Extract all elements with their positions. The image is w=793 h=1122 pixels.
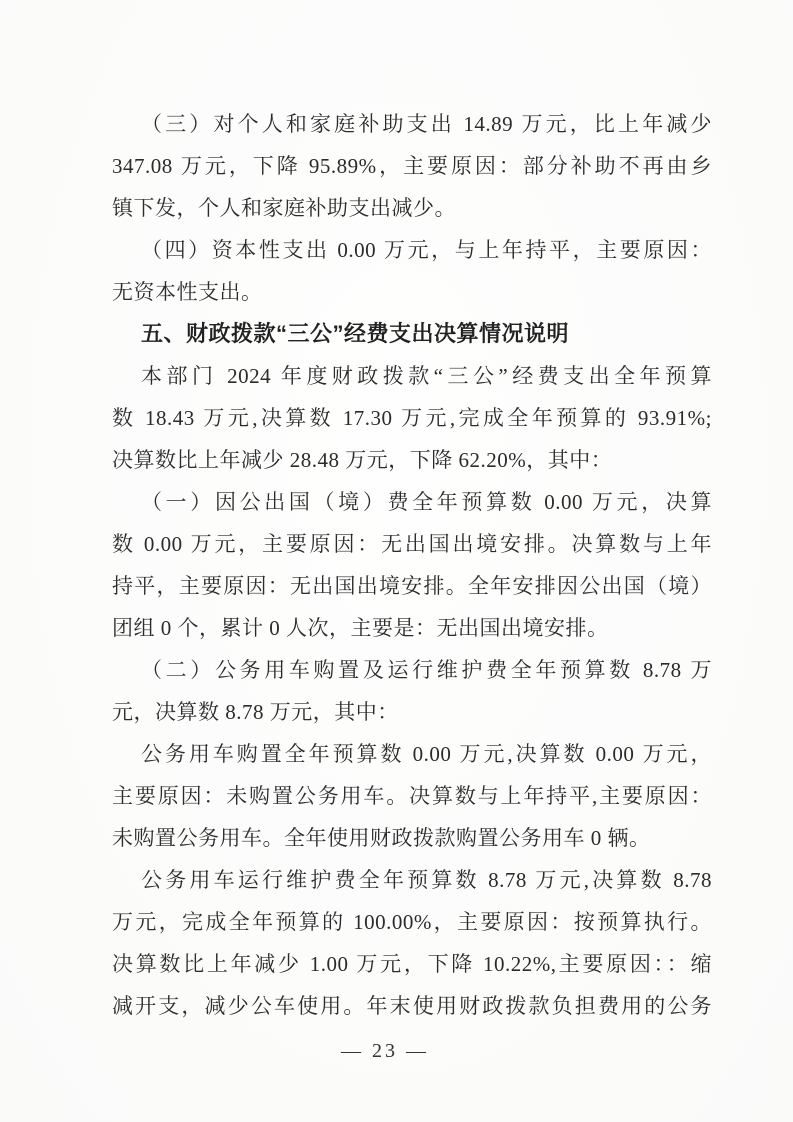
- text-block: [112, 103, 712, 1027]
- text-line: 公务用车购置全年预算数 0.00 万元,决算数 0.00 万元，: [141, 742, 712, 766]
- text-line: （二）公务用车购置及运行维护费全年预算数 8.78 万: [141, 658, 712, 682]
- text-line: 元，决算数 8.78 万元，其中：: [112, 700, 399, 724]
- text-line: 未购置公务用车。全年使用财政拨款购置公务用车 0 辆。: [112, 826, 651, 850]
- text-line: 无资本性支出。: [112, 280, 263, 304]
- page-number: — 23 —: [341, 1040, 429, 1062]
- text-line: 万元，完成全年预算的 100.00%，主要原因：按预算执行。: [112, 910, 712, 934]
- text-line: 数 18.43 万元,决算数 17.30 万元,完成全年预算的 93.91%;: [112, 406, 712, 430]
- text-line: 减开支，减少公车使用。年末使用财政拨款负担费用的公务: [112, 994, 712, 1018]
- text-line: （一）因公出国（境）费全年预算数 0.00 万元，决算: [141, 490, 712, 514]
- section-heading: 五、财政拨款“三公”经费支出决算情况说明: [141, 321, 570, 346]
- text-line: 347.08 万元，下降 95.89%，主要原因：部分补助不再由乡: [112, 154, 712, 178]
- text-line: 主要原因：未购置公务用车。决算数与上年持平,主要原因：: [112, 784, 712, 808]
- text-line: （四）资本性支出 0.00 万元，与上年持平，主要原因：: [141, 238, 712, 262]
- text-line: 决算数比上年减少 28.48 万元，下降 62.20%，其中：: [112, 448, 613, 472]
- text-line: 团组 0 个，累计 0 人次，主要是：无出国出境安排。: [112, 616, 609, 640]
- text-line: 镇下发，个人和家庭补助支出减少。: [112, 196, 456, 220]
- text-line: 持平，主要原因：无出国出境安排。全年安排因公出国（境）: [112, 574, 712, 598]
- text-line: 数 0.00 万元，主要原因：无出国出境安排。决算数与上年: [112, 532, 712, 556]
- text-line: 本部门 2024 年度财政拨款“三公”经费支出全年预算: [141, 364, 712, 388]
- text-line: 决算数比上年减少 1.00 万元，下降 10.22%,主要原因：：缩: [112, 952, 712, 976]
- text-line: （三）对个人和家庭补助支出 14.89 万元，比上年减少: [141, 112, 712, 136]
- text-line: 公务用车运行维护费全年预算数 8.78 万元,决算数 8.78: [141, 868, 712, 892]
